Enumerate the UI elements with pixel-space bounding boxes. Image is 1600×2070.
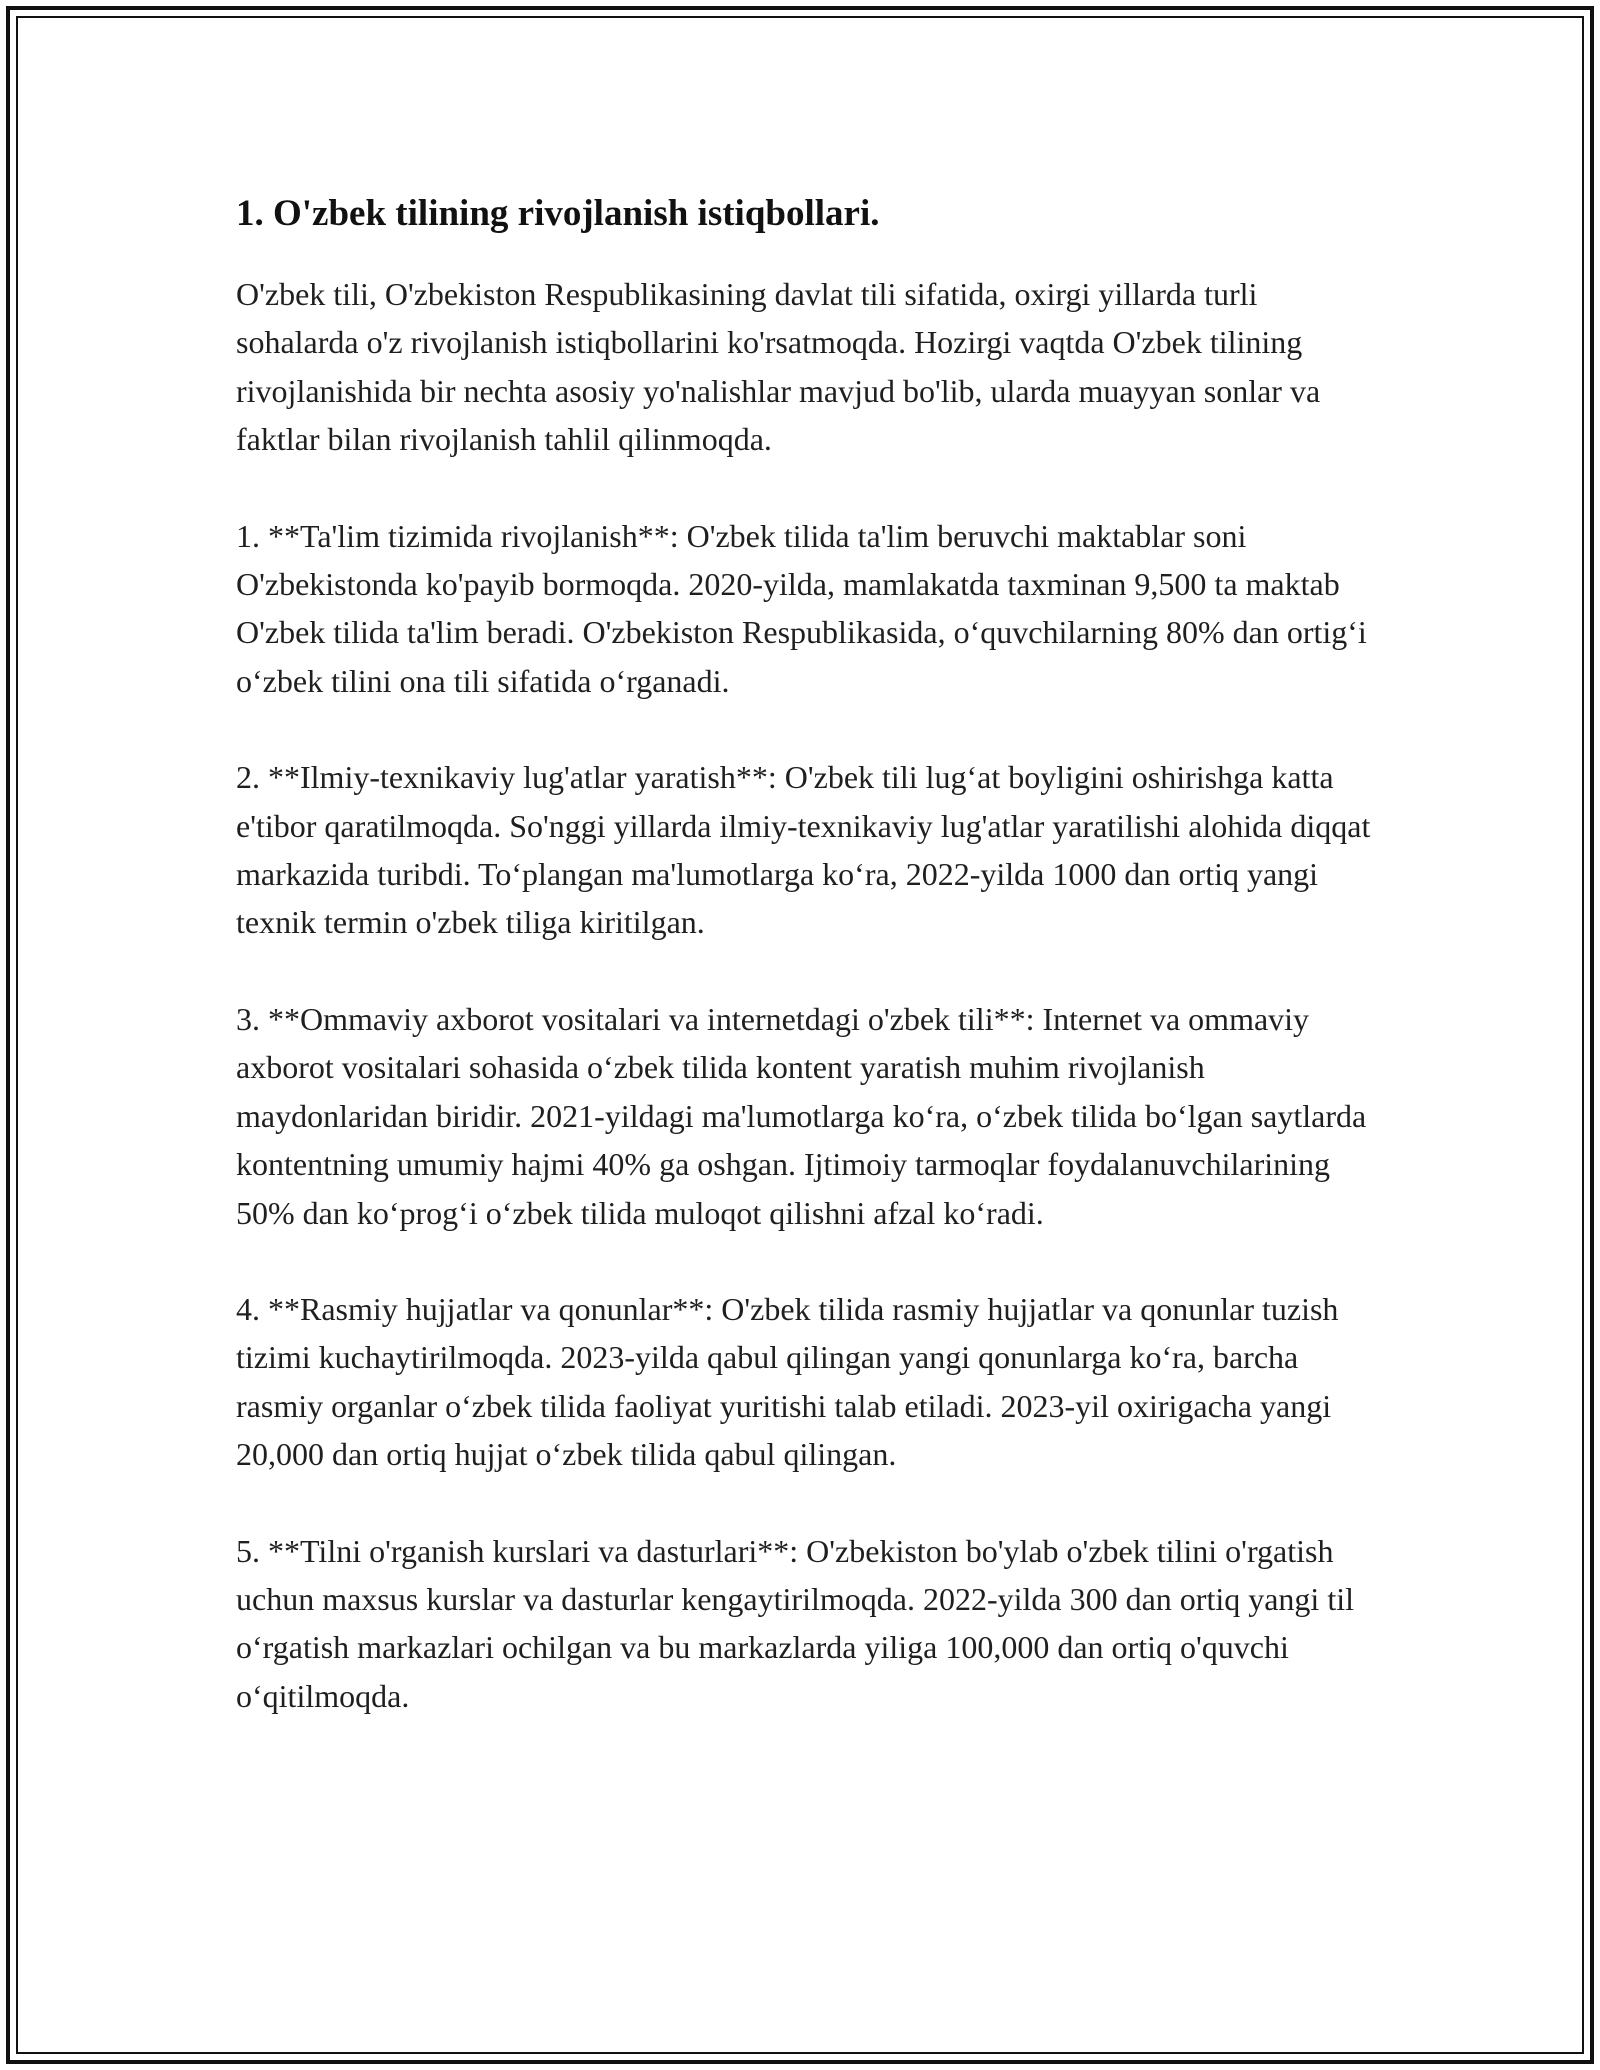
section-language-courses-paragraph: 5. **Tilni o'rganish kurslari va dasturlari**: O'zbekiston bo'ylab o'zbek tilini o'rgatish uchun maxsus kurslar va dasturlar kengaytirilmoqda. 2022-yilda 300 dan ortiq yangi til o‘rgatish markazlari ochilgan va bu markazlarda yiliga 100,000 dan ortiq o'quvchi o‘qitilmoqda. [236,1532,1354,1714]
document-body [236,190,1376,1768]
section-media-internet-paragraph: 3. **Ommaviy axborot vositalari va internetdagi o'zbek tili**: Internet va ommaviy axborot vositalari sohasida o‘zbek tilida kontent yaratish muhim rivojlanish maydonlaridan biridir. 2021-yildagi ma'lumotlarga ko‘ra, o‘zbek tilida bo‘lgan saytlarda kontentning umumiy hajmi 40% ga oshgan. Ijtimoiy tarmoqlar foydalanuvchilarining 50% dan ko‘prog‘i o‘zbek tilida muloqot qilishni afzal ko‘radi. [236,1000,1367,1231]
intro-paragraph: O'zbek tili, O'zbekiston Respublikasining davlat tili sifatida, oxirgi yillarda turli sohalarda o'z rivojlanish istiqbollarini ko'rsatmoqda. Hozirgi vaqtda O'zbek tilining rivojlanishida bir nechta asosiy yo'nalishlar mavjud bo'lib, ularda muayyan sonlar va faktlar bilan rivojlanish tahlil qilinmoqda. [236,276,1321,458]
section-education-paragraph: 1. **Ta'lim tizimida rivojlanish**: O'zbek tilida ta'lim beruvchi maktablar soni O'zbekistonda ko'payib bormoqda. 2020-yilda, mamlakatda taxminan 9,500 ta maktab O'zbek tilida ta'lim beradi. O'zbekiston Respublikasida, o‘quvchilarning 80% dan ortig‘i o‘zbek tilini ona tili sifatida o‘rganadi. [236,517,1367,699]
section-official-documents-paragraph: 4. **Rasmiy hujjatlar va qonunlar**: O'zbek tilida rasmiy hujjatlar va qonunlar tuzish tizimi kuchaytirilmoqda. 2023-yilda qabul qilingan yangi qonunlarga ko‘ra, barcha rasmiy organlar o‘zbek tilida faoliyat yuritishi talab etiladi. 2023-yil oxirigacha yangi 20,000 dan ortiq hujjat o‘zbek tilida qabul qilingan. [236,1290,1339,1473]
section-terminology-paragraph: 2. **Ilmiy-texnikaviy lug'atlar yaratish**: O'zbek tili lug‘at boyligini oshirishga katta e'tibor qaratilmoqda. So'nggi yillarda ilmiy-texnikaviy lug'atlar yaratilishi alohida diqqat markazida turibdi. To‘plangan ma'lumotlarga ko‘ra, 2022-yilda 1000 dan ortiq yangi texnik termin o'zbek tiliga kiritilgan. [236,759,1371,941]
document-title: 1. O'zbek tilining rivojlanish istiqbollari. [236,193,880,234]
